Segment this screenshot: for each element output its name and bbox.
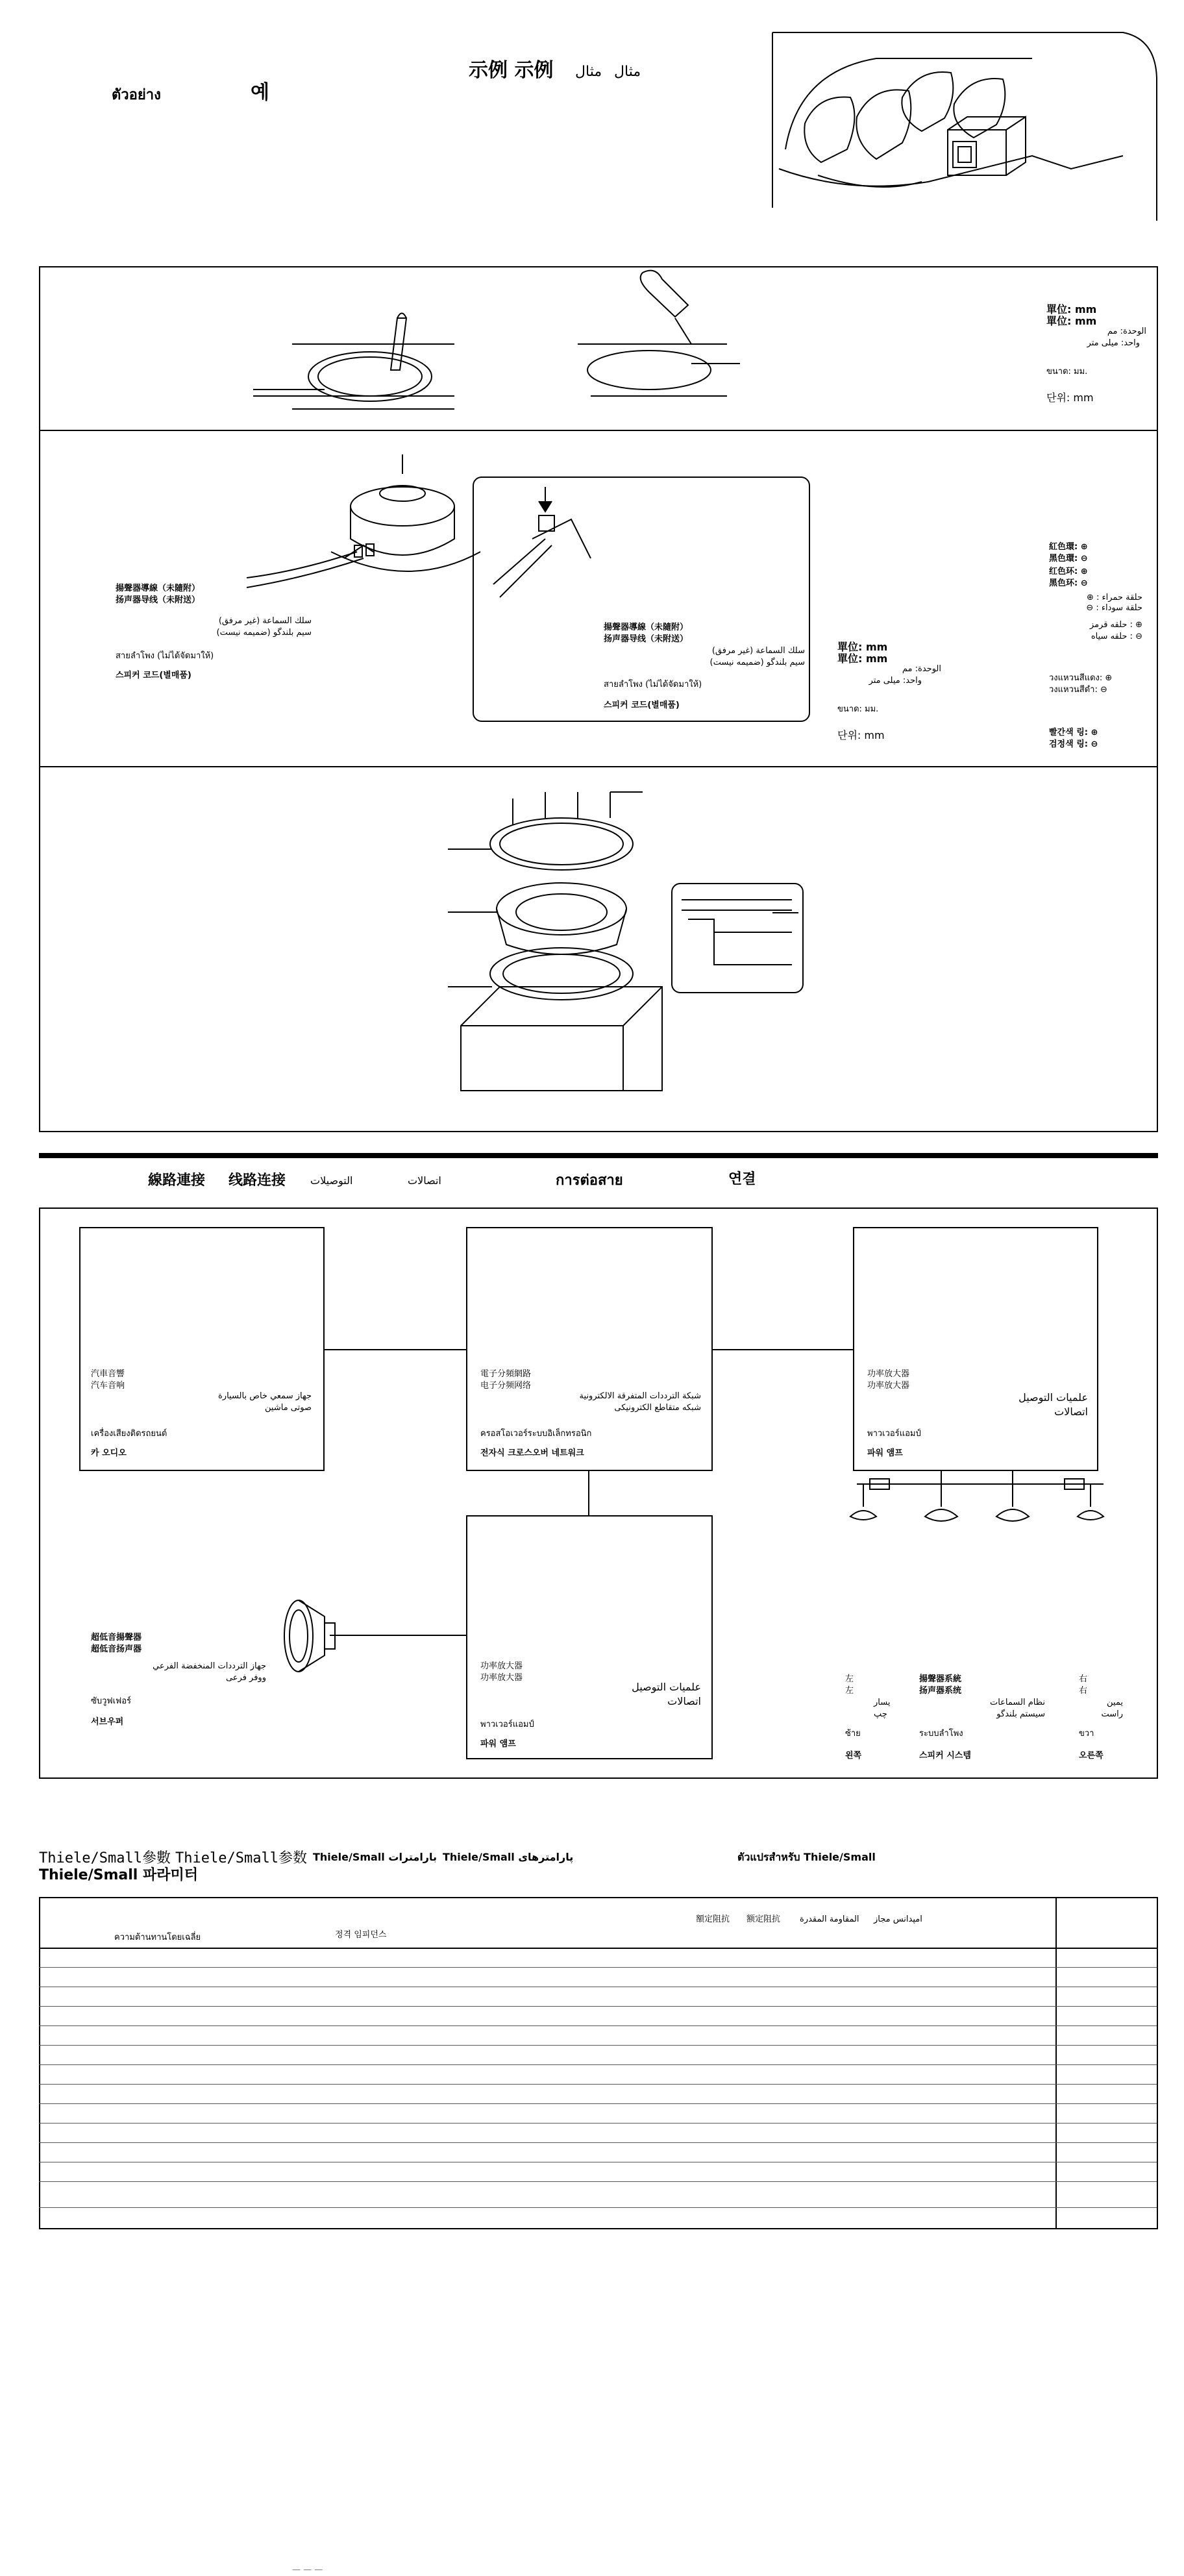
amp-bottom-fa: اتصالات bbox=[667, 1695, 701, 1707]
subwoofer-ko: 서브우퍼 bbox=[91, 1717, 124, 1727]
p2-inset-wire-th: สายลำโพง (ไม่ได้จัดมาให้) bbox=[604, 680, 702, 689]
spk-right-ar: يمين bbox=[1107, 1698, 1123, 1707]
conn-heading-ar: التوصيلات bbox=[310, 1174, 353, 1187]
title-th: ตัวอย่าง bbox=[112, 87, 161, 103]
drill-drawing bbox=[578, 273, 746, 402]
col-rated-fa: امپدانس مجاز bbox=[874, 1914, 922, 1924]
spk-left-zh1: 左 bbox=[845, 1674, 854, 1684]
amp-right-zh1: 功率放大器 bbox=[867, 1369, 910, 1379]
p2-unit-ar: الوحدة: مم bbox=[902, 664, 941, 674]
subwoofer-drawing bbox=[279, 1597, 338, 1681]
subwoofer-th: ซับวูฟเฟอร์ bbox=[91, 1696, 132, 1706]
table-row bbox=[39, 2123, 1157, 2124]
p1-unit-ar: الوحدة: مم bbox=[1107, 327, 1146, 336]
p2-legend-8: วงแหวนสีแดง: ⊕ bbox=[1049, 673, 1113, 683]
conn-heading-fa: اتصالات bbox=[408, 1174, 441, 1187]
amp-right-ar: علميات التوصيل bbox=[1018, 1391, 1088, 1404]
car-audio-ko: 카 오디오 bbox=[91, 1448, 127, 1458]
table-row bbox=[39, 2006, 1157, 2007]
spk-right-fa: راست bbox=[1101, 1709, 1123, 1719]
line-crossover-amp2 bbox=[588, 1470, 589, 1517]
title-ko: 예 bbox=[251, 81, 269, 104]
params-heading-ko: Thiele/Small 파라미터 bbox=[39, 1867, 198, 1883]
params-table-header-rule bbox=[39, 1948, 1158, 1949]
spk-left-ar: يسار bbox=[874, 1698, 891, 1707]
p2-legend-0: 紅色環: ⊕ bbox=[1049, 542, 1088, 552]
p2-left-wire-zh-2: 扬声器导线（未附送） bbox=[116, 595, 201, 605]
spk-right-ko: 오른쪽 bbox=[1079, 1751, 1104, 1761]
col-rated-ko: 정격 임피던스 bbox=[335, 1930, 387, 1940]
conn-heading-zh-2: 线路连接 bbox=[228, 1172, 286, 1189]
p2-legend-10: 빨간색 링: ⊕ bbox=[1049, 728, 1098, 737]
p2-legend-6: ⊕ : حلقه قرمز bbox=[1089, 620, 1142, 630]
subwoofer-fa: ووفر فرعی bbox=[225, 1673, 266, 1683]
table-row bbox=[39, 2103, 1157, 2104]
mounting-template-drawing bbox=[253, 305, 461, 415]
p2-inset-wire-zh-1: 揚聲器導線（未隨附） bbox=[604, 623, 689, 632]
col-rated-th: ความต้านทานโดยเฉลี่ย bbox=[114, 1933, 201, 1942]
spk-sys-zh1: 揚聲器系統 bbox=[919, 1674, 962, 1684]
car-audio-ar: جهاز سمعي خاص بالسيارة bbox=[217, 1391, 312, 1401]
speaker-wiring-drawing bbox=[247, 448, 480, 617]
col-rated-zh-2: 额定阻抗 bbox=[746, 1914, 781, 1924]
params-heading-zh-2: Thiele/Small参数 bbox=[175, 1850, 307, 1866]
p2-unit-zh-1: 單位: mm bbox=[837, 641, 888, 653]
p2-legend-4: حلقة حمراء : ⊕ bbox=[1086, 593, 1142, 602]
amp-bottom-th: พาวเวอร์แอมป์ bbox=[480, 1720, 534, 1729]
car-audio-fa: صوتی ماشین bbox=[265, 1403, 312, 1413]
crossover-th: ครอสโอเวอร์ระบบอิเล็กทรอนิก bbox=[480, 1429, 592, 1439]
p2-left-wire-th: สายลำโพง (ไม่ได้จัดมาให้) bbox=[116, 651, 214, 661]
amp-right-th: พาวเวอร์แอมป์ bbox=[867, 1429, 921, 1439]
p2-legend-3: 黑色环: ⊖ bbox=[1049, 578, 1088, 588]
p2-legend-7: ⊖ : حلقه سیاه bbox=[1091, 632, 1142, 641]
table-row bbox=[39, 2181, 1157, 2182]
params-table-col-divider bbox=[1055, 1897, 1057, 2229]
car-audio-zh2: 汽车音响 bbox=[91, 1381, 125, 1391]
spk-left-ko: 왼쪽 bbox=[845, 1751, 862, 1761]
p2-left-wire-fa: سیم بلندگو (ضمیمه نیست) bbox=[216, 628, 312, 638]
p1-unit-fa: واحد: میلی متر bbox=[1087, 338, 1140, 348]
p2-legend-5: حلقة سوداء : ⊖ bbox=[1086, 603, 1142, 613]
amp-bottom-zh2: 功率放大器 bbox=[480, 1673, 523, 1683]
table-row bbox=[39, 2207, 1157, 2208]
p1-unit-zh-1: 單位: mm bbox=[1046, 303, 1097, 316]
params-heading-ar: Thiele/Small بارامترات bbox=[313, 1851, 438, 1863]
params-heading-zh-1: Thiele/Small參數 bbox=[39, 1850, 171, 1866]
col-rated-ar: المقاومة المقدرة bbox=[800, 1914, 859, 1924]
line-car-crossover bbox=[323, 1349, 466, 1350]
car-interior-illustration bbox=[759, 26, 1162, 240]
spk-right-th: ขวา bbox=[1079, 1729, 1094, 1739]
title-ar: مثال bbox=[575, 64, 602, 80]
params-heading-fa: Thiele/Small پارامترهای bbox=[443, 1851, 574, 1863]
spk-sys-ko: 스피커 시스템 bbox=[919, 1751, 971, 1761]
spk-right-zh2: 右 bbox=[1079, 1686, 1088, 1696]
spk-sys-fa: سیستم بلندگو bbox=[996, 1709, 1045, 1719]
p2-legend-11: 검정색 링: ⊖ bbox=[1049, 739, 1098, 749]
spk-sys-ar: نظام السماعات bbox=[989, 1698, 1045, 1707]
table-row bbox=[39, 2025, 1157, 2026]
crossover-zh1: 電子分頻網路 bbox=[480, 1369, 532, 1379]
p2-left-wire-ko: 스피커 코드(별매품) bbox=[116, 671, 191, 680]
footer-text: — — — bbox=[292, 2565, 323, 2575]
params-heading-th: ตัวแปรสำหรับ Thiele/Small bbox=[737, 1851, 876, 1863]
p2-unit-th: ขนาด: มม. bbox=[837, 704, 879, 714]
table-row bbox=[39, 2064, 1157, 2065]
p2-inset-wire-ar: سلك السماعة (غير مرفق) bbox=[711, 646, 805, 656]
terminal-inset-drawing bbox=[493, 487, 623, 617]
crossover-ko: 전자식 크로스오버 네트워크 bbox=[480, 1448, 584, 1458]
title-fa: مثال bbox=[614, 64, 641, 80]
subwoofer-ar: جهاز الترددات المنخفضة الفرعي bbox=[153, 1661, 266, 1671]
conn-heading-ko: 연결 bbox=[728, 1171, 756, 1187]
car-audio-th: เครื่องเสียงติดรถยนต์ bbox=[91, 1429, 167, 1439]
crossover-zh2: 电子分频网络 bbox=[480, 1381, 532, 1391]
params-table bbox=[39, 1897, 1158, 2229]
col-rated-zh-1: 額定阻抗 bbox=[696, 1914, 730, 1924]
panel-divider-2 bbox=[39, 766, 1158, 767]
spk-sys-zh2: 扬声器系统 bbox=[919, 1686, 962, 1696]
panel-divider-1 bbox=[39, 430, 1158, 431]
table-row bbox=[39, 2045, 1157, 2046]
p2-inset-wire-zh-2: 扬声器导线（未附送） bbox=[604, 634, 689, 644]
conn-heading-zh-1: 線路連接 bbox=[148, 1172, 206, 1189]
subwoofer-zh1: 超低音揚聲器 bbox=[91, 1633, 142, 1642]
crossover-ar: شبكة الترددات المتفرقة الالكترونية bbox=[579, 1391, 701, 1401]
p2-inset-wire-ko: 스피커 코드(별매품) bbox=[604, 700, 680, 710]
p2-unit-zh-2: 單位: mm bbox=[837, 652, 888, 665]
p2-unit-ko: 단위: mm bbox=[837, 729, 885, 741]
section-rule bbox=[39, 1153, 1158, 1158]
table-row bbox=[39, 2142, 1157, 2143]
p2-unit-fa: واحد: میلی متر bbox=[869, 676, 922, 686]
crossover-fa: شبکه متقاطع الکترونیکی bbox=[614, 1403, 701, 1413]
subwoofer-zh2: 超低音扬声器 bbox=[91, 1644, 142, 1654]
spk-left-th: ซ้าย bbox=[845, 1729, 861, 1739]
table-row bbox=[39, 2084, 1157, 2085]
amp-right-ko: 파워 앰프 bbox=[867, 1448, 903, 1458]
amp-right-zh2: 功率放大器 bbox=[867, 1381, 910, 1391]
p1-unit-ko: 단위: mm bbox=[1046, 391, 1094, 404]
p2-legend-1: 黑色環: ⊖ bbox=[1049, 554, 1088, 564]
spk-right-zh1: 右 bbox=[1079, 1674, 1088, 1684]
amp-bottom-ko: 파워 앰프 bbox=[480, 1739, 516, 1749]
table-row bbox=[39, 1967, 1157, 1968]
car-audio-zh1: 汽車音響 bbox=[91, 1369, 125, 1379]
p2-inset-wire-fa: سیم بلندگو (ضمیمه نیست) bbox=[709, 658, 805, 667]
speaker-system-drawing bbox=[850, 1471, 1110, 1542]
p2-legend-2: 红色环: ⊕ bbox=[1049, 567, 1088, 576]
detail-inset-drawing bbox=[675, 887, 800, 989]
spk-left-fa: چپ bbox=[874, 1709, 887, 1719]
conn-heading-th: การต่อสาย bbox=[556, 1172, 623, 1189]
line-crossover-amp bbox=[711, 1349, 854, 1350]
line-sub-amp bbox=[330, 1635, 466, 1636]
title-cjk: 示例 示例 bbox=[469, 59, 554, 82]
p2-left-wire-ar: سلك السماعة (غير مرفق) bbox=[218, 616, 312, 626]
spk-sys-th: ระบบลำโพง bbox=[919, 1729, 963, 1739]
p1-unit-zh-2: 單位: mm bbox=[1046, 315, 1097, 327]
amp-right-fa: اتصالات bbox=[1054, 1406, 1088, 1418]
amp-bottom-ar: علميات التوصيل bbox=[632, 1681, 701, 1693]
spk-left-zh2: 左 bbox=[845, 1686, 854, 1696]
p1-unit-th: ขนาด: มม. bbox=[1046, 367, 1088, 377]
p2-left-wire-zh-1: 揚聲器導線（未隨附） bbox=[116, 584, 201, 593]
p2-legend-9: วงแหวนสีดำ: ⊖ bbox=[1049, 685, 1107, 695]
amp-bottom-zh1: 功率放大器 bbox=[480, 1661, 523, 1671]
